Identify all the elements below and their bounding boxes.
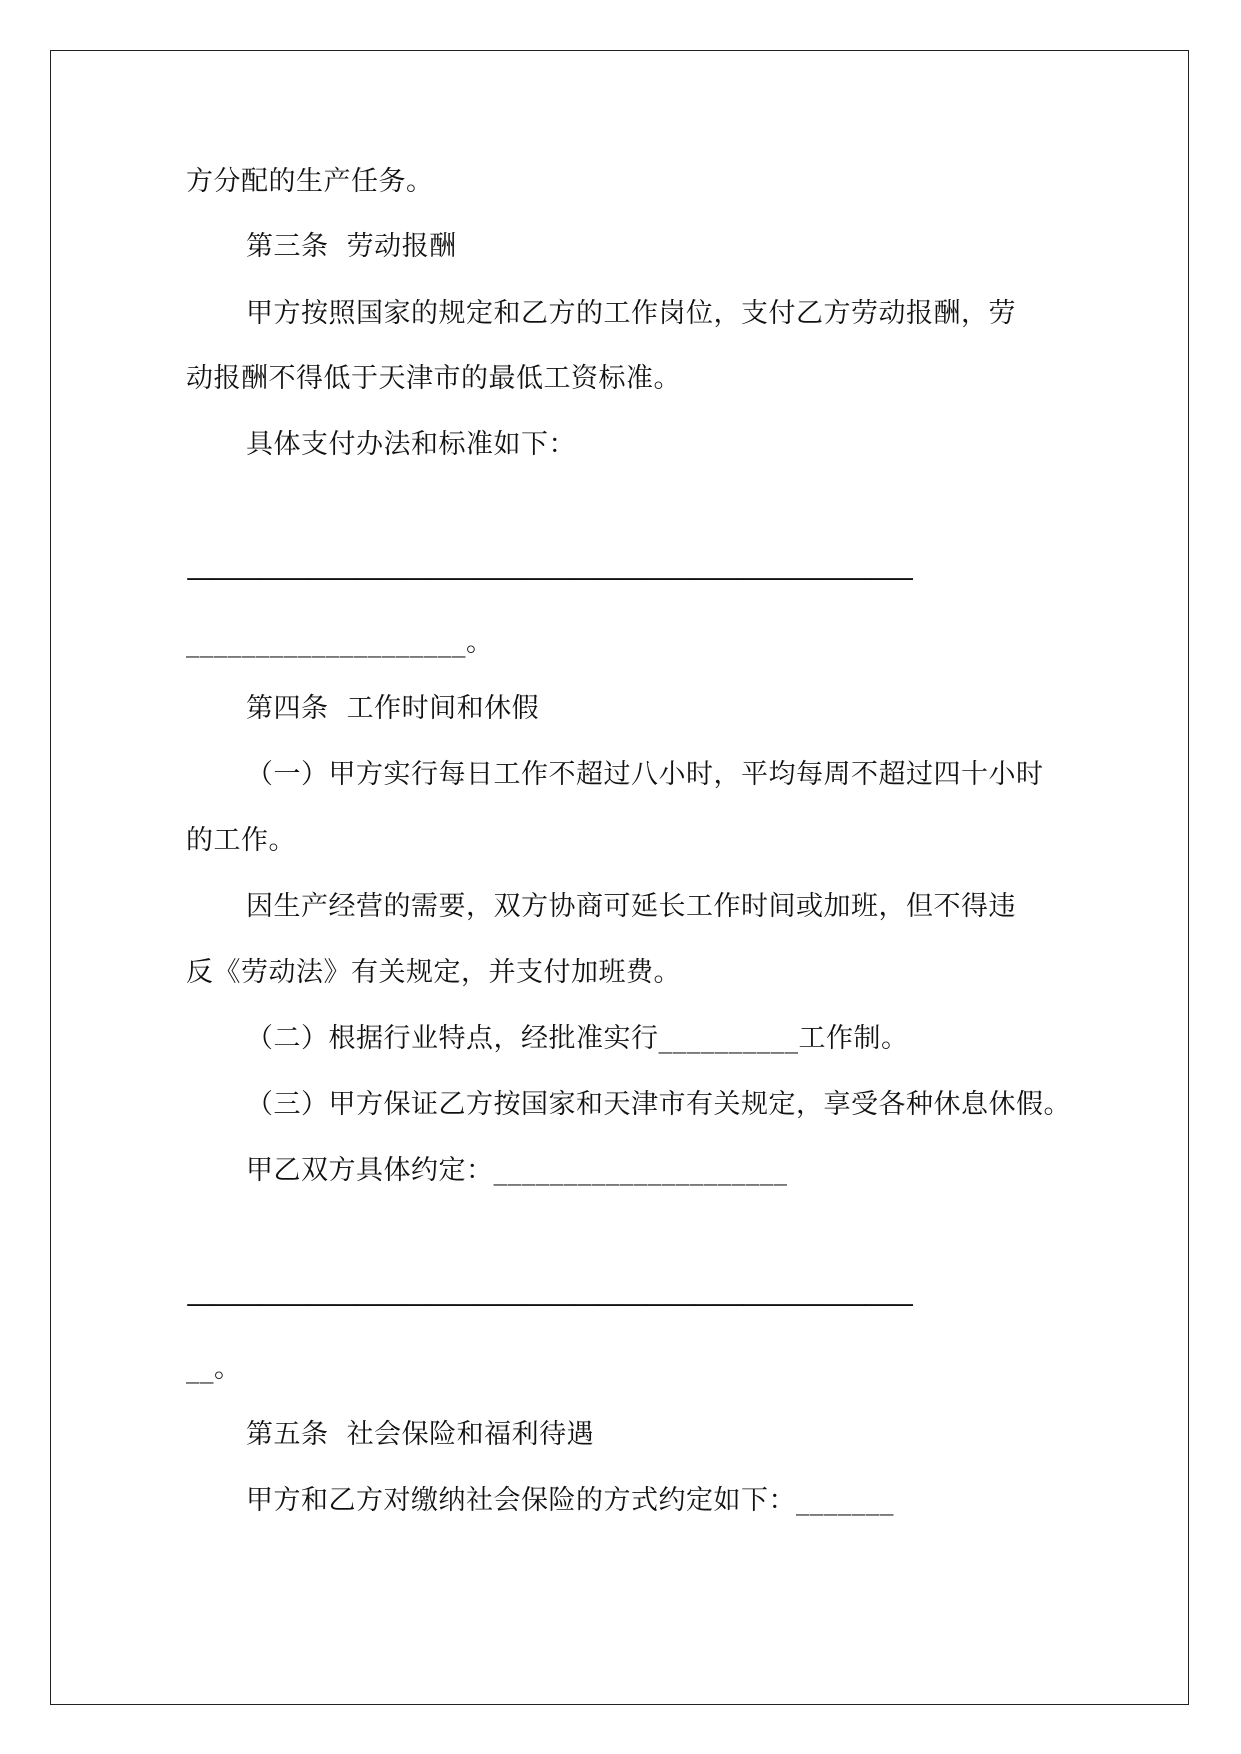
article-heading: 第四条 工作时间和休假 bbox=[246, 693, 540, 724]
text-line: 方分配的生产任务。 bbox=[186, 166, 434, 197]
fill-in-blank-line: __。 bbox=[186, 1353, 242, 1384]
text-line: 的工作。 bbox=[186, 825, 296, 856]
text-line: 甲方按照国家的规定和乙方的工作岗位，支付乙方劳动报酬，劳 bbox=[246, 298, 1016, 329]
text-line: 动报酬不得低于天津市的最低工资标准。 bbox=[186, 363, 681, 394]
fill-in-blank-line: —————————————————————————————— bbox=[186, 1286, 912, 1320]
text-line: （一）甲方实行每日工作不超过八小时，平均每周不超过四十小时 bbox=[246, 759, 1044, 790]
article-heading: 第三条 劳动报酬 bbox=[246, 231, 457, 262]
fill-in-blank-line: ____________________。 bbox=[186, 627, 494, 658]
fill-in-blank-line: —————————————————————————————— bbox=[186, 560, 912, 594]
text-line: （二）根据行业特点，经批准实行__________工作制。 bbox=[246, 1023, 909, 1054]
article-heading: 第五条 社会保险和福利待遇 bbox=[246, 1419, 595, 1450]
text-line: （三）甲方保证乙方按国家和天津市有关规定，享受各种休息休假。 bbox=[246, 1089, 1071, 1120]
text-line: 反《劳动法》有关规定，并支付加班费。 bbox=[186, 957, 681, 988]
fill-in-blank-line: 甲乙双方具体约定：_____________________ bbox=[246, 1155, 788, 1186]
text-line: 因生产经营的需要，双方协商可延长工作时间或加班，但不得违 bbox=[246, 891, 1016, 922]
fill-in-blank-line: 甲方和乙方对缴纳社会保险的方式约定如下：_______ bbox=[246, 1485, 894, 1516]
text-line: 具体支付办法和标准如下： bbox=[246, 429, 576, 460]
